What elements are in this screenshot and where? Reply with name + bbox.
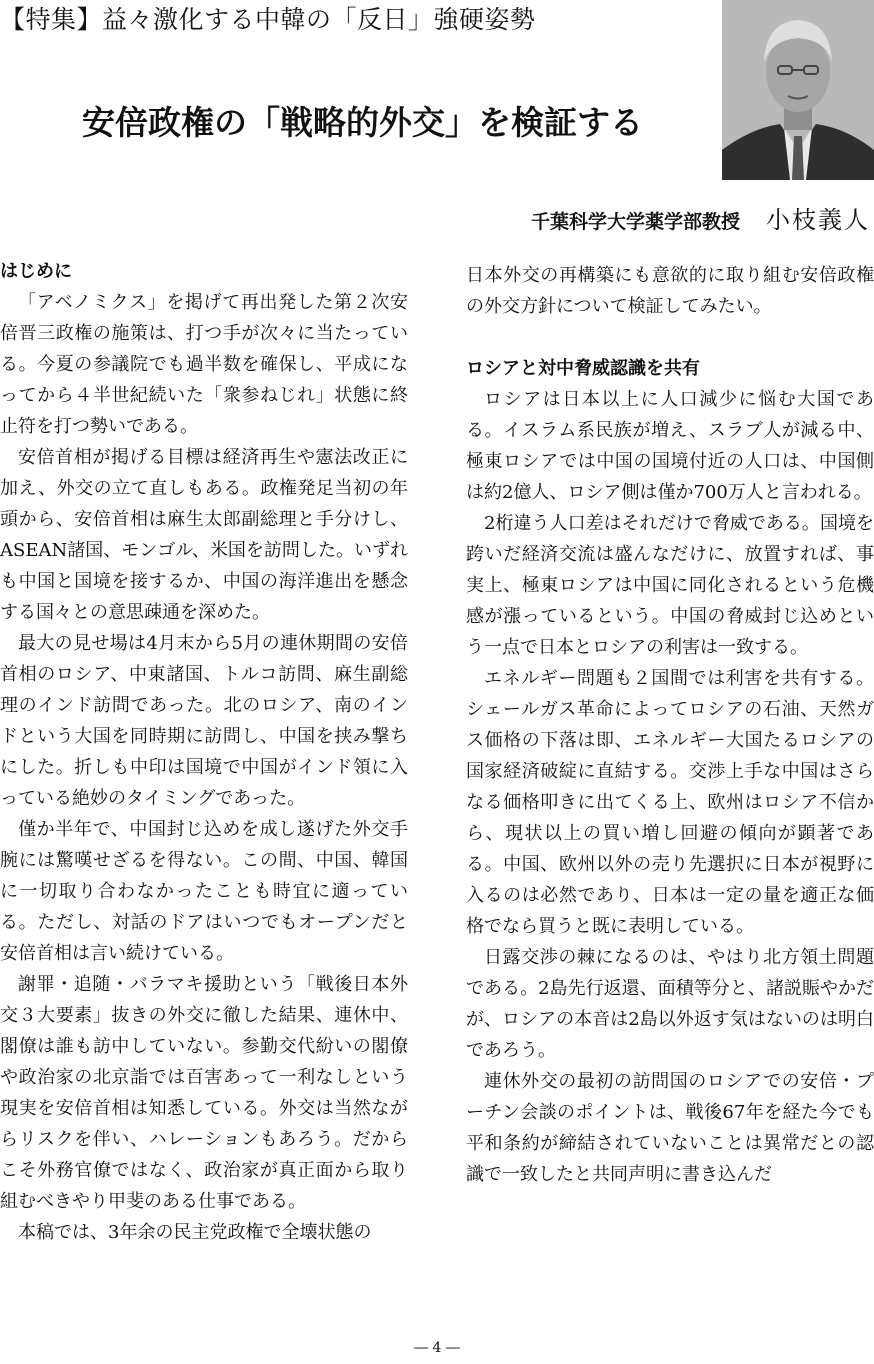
article-title: 安倍政権の「戦略的外交」を検証する (82, 103, 643, 142)
paragraph: 連休外交の最初の訪問国のロシアでの安倍・プーチン会談のポイントは、戦後67年を経た今でも平和条約が締結されていないことは異常だとの認識で一致したと共同声明に書き込んだ (466, 1071, 874, 1185)
paragraph: 本稿では、3年余の民主党政権で全壊状態の (18, 1222, 372, 1243)
paragraph: 日露交渉の棘になるのは、やはり北方領土問題である。2島先行返還、面積等分と、諸説賑やかだが、ロシアの本音は2島以外返す気はないのは明白であろう。 (466, 947, 874, 1061)
section-heading-intro: はじめに (0, 261, 72, 282)
author-photo (722, 0, 874, 180)
right-column (466, 260, 874, 1190)
paragraph: 謝罪・追随・バラマキ援助という「戦後日本外交３大要素」抜きの外交に徹した結果、連休中、閣僚は誰も訪中していない。参勤交代紛いの閣僚や政治家の北京詣では百害あって一利なしという現実を安倍首相は知悉している。外交は当然ながらリスクを伴い、ハレーションもあろう。だからこそ外務官僚ではなく、政治家が真正面から取り組むべきやり甲斐のある仕事である。 (0, 974, 408, 1212)
paragraph: エネルギー問題も２国間では利害を共有する。シェールガス革命によってロシアの石油、天然ガス価格の下落は即、エネルギー大国たるロシアの国家経済破綻に直結する。交渉上手な中国はさらなる価格叩きに出てくる上、欧州はロシア不信から、現状以上の買い増し回避の傾向が顕著である。中国、欧州以外の売り先選択に日本が視野に入るのは必然であり、日本は一定の量を適正な価格でなら買うと既に表明している。 (466, 668, 874, 937)
feature-kicker: 【特集】益々激化する中韓の「反日」強硬姿勢 (0, 5, 536, 34)
paragraph: ロシアは日本以上に人口減少に悩む大国である。イスラム系民族が増え、スラブ人が減る中、極東ロシアでは中国の国境付近の人口は、中国側は約2億人、ロシア側は僅か700万人と言われる。 (466, 389, 874, 503)
paragraph: 2桁違う人口差はそれだけで脅威である。国境を跨いだ経済交流は盛んなだけに、放置すれば、事実上、極東ロシアは中国に同化されるという危機感が漲っているという。中国の脅威封じ込めという一点で日本とロシアの利害は一致する。 (466, 513, 874, 658)
author-name: 小枝義人 (766, 206, 870, 234)
byline (531, 200, 870, 235)
page-number: ― 4 ― (414, 1340, 460, 1356)
paragraph-continued: 日本外交の再構築にも意欲的に取り組む安倍政権の外交方針について検証してみたい。 (466, 265, 874, 317)
paragraph: 最大の見せ場は4月末から5月の連休期間の安倍首相のロシア、中東諸国、トルコ訪問、麻生副総理のインド訪問であった。北のロシア、南のインドという大国を同時期に訪問し、中国を挟み撃ちにした。折しも中印は国境で中国がインド領に入っている絶妙のタイミングであった。 (0, 633, 408, 809)
paragraph: 安倍首相が掲げる目標は経済再生や憲法改正に加え、外交の立て直しもある。政権発足当初の年頭から、安倍首相は麻生太郎副総理と手分けし、ASEAN諸国、モンゴル、米国を訪問した。いずれも中国と国境を接するか、中国の海洋進出を懸念する国々との意思疎通を深めた。 (0, 447, 408, 623)
paragraph: 「アベノミクス」を掲げて再出発した第２次安倍晋三政権の施策は、打つ手が次々に当たっている。今夏の参議院でも過半数を確保し、平成になってから４半世紀続いた「衆参ねじれ」状態に終止符を打つ勢いである。 (0, 292, 408, 437)
section-heading-russia: ロシアと対中脅威認識を共有 (466, 358, 700, 379)
left-column (0, 256, 408, 1248)
paragraph: 僅か半年で、中国封じ込めを成し遂げた外交手腕には驚嘆せざるを得ない。この間、中国、韓国に一切取り合わなかったことも時宜に適っている。ただし、対話のドアはいつでもオープンだと安倍首相は言い続けている。 (0, 819, 408, 964)
author-affiliation: 千葉科学大学薬学部教授 (530, 211, 740, 233)
